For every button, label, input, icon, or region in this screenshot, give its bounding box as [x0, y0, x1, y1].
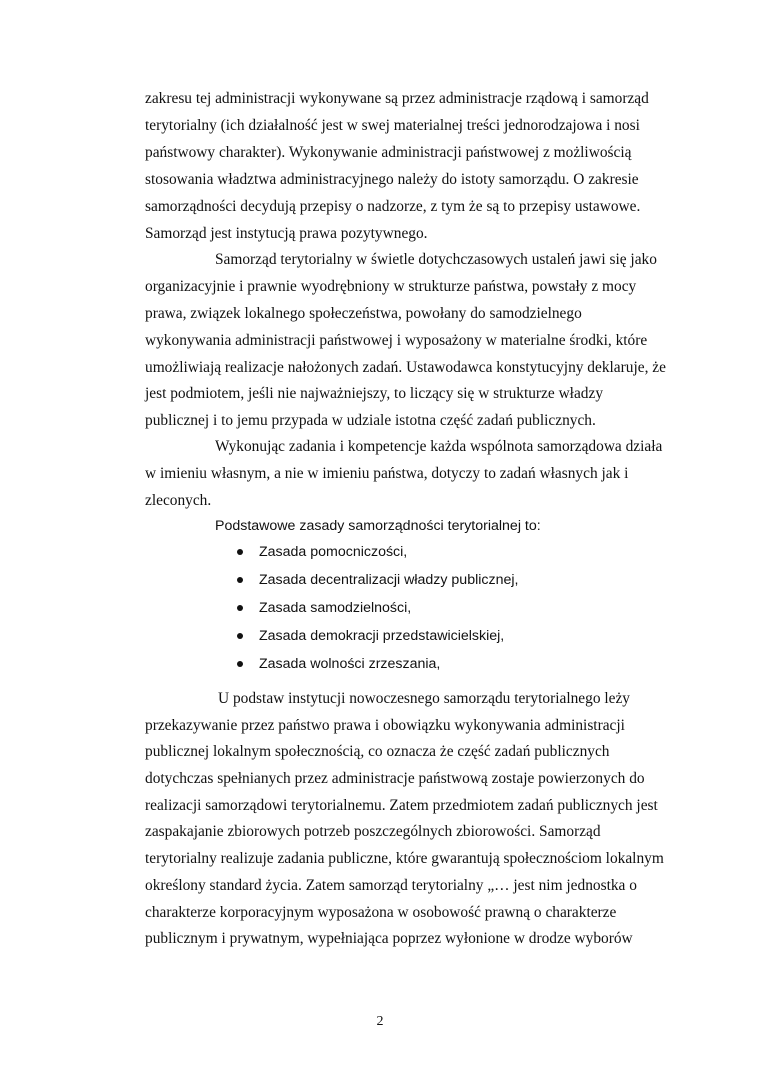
text-line: Samorząd jest instytucją prawa pozytywnego.: [145, 225, 428, 242]
text-line: wykonywania administracji państwowej i wyposażony w materialne środki, które: [145, 332, 648, 349]
text-line: prawa, związek lokalnego społeczeństwa, powołany do samodzielnego: [145, 305, 582, 322]
text-line: dotychczas spełnianych przez administracje państwową zostaje powierzonych do: [145, 770, 645, 787]
list-item-label: Zasada wolności zrzeszania,: [259, 656, 441, 672]
text-line: określony standard życia. Zatem samorząd terytorialny „… jest nim jednostka o: [145, 877, 637, 894]
text-line: publicznej lokalnym społecznością, co oznacza że część zadań publicznych: [145, 743, 610, 760]
bullet-icon: [237, 661, 243, 667]
text-line: w imieniu własnym, a nie w imieniu państwa, dotyczy to zadań własnych jak i: [145, 465, 629, 482]
page-number: 2: [376, 1014, 384, 1029]
list-item-label: Zasada demokracji przedstawicielskiej,: [259, 628, 505, 644]
text-line: Samorząd terytorialny w świetle dotychczasowych ustaleń jawi się jako: [215, 251, 657, 268]
text-line: państwowy charakter). Wykonywanie administracji państwowej z możliwością: [145, 144, 632, 161]
text-line: charakterze korporacyjnym wyposażona w osobowość prawną o charakterze: [145, 904, 617, 921]
list-item-label: Zasada decentralizacji władzy publicznej,: [259, 572, 519, 588]
list-intro: Podstawowe zasady samorządności terytorialnej to:: [215, 518, 541, 534]
text-line: U podstaw instytucji nowoczesnego samorządu terytorialnego leży: [218, 690, 631, 707]
text-line: zakresu tej administracji wykonywane są przez administracje rządową i samorząd: [145, 90, 649, 107]
text-line: przekazywanie przez państwo prawa i obowiązku wykonywania administracji: [145, 717, 625, 734]
text-line: publicznym i prywatnym, wypełniająca poprzez wyłonione w drodze wyborów: [145, 930, 633, 947]
bullet-icon: [237, 577, 243, 583]
text-line: zaspakajanie zbiorowych potrzeb poszczególnych zbiorowości. Samorząd: [145, 823, 601, 840]
text-line: samorządności decydują przepisy o nadzorze, z tym że są to przepisy ustawowe.: [145, 198, 641, 215]
text-line: stosowania władztwa administracyjnego należy do istoty samorządu. O zakresie: [145, 171, 639, 188]
text-line: Wykonując zadania i kompetencje każda wspólnota samorządowa działa: [215, 438, 663, 455]
text-line: terytorialny realizuje zadania publiczne, które gwarantują społecznościom lokalnym: [145, 850, 664, 867]
text-line: organizacyjnie i prawnie wyodrębniony w strukturze państwa, powstały z mocy: [145, 278, 637, 295]
text-line: umożliwiają realizacje nałożonych zadań. Ustawodawca konstytucyjny deklaruje, że: [145, 359, 666, 376]
list-item-label: Zasada pomocniczości,: [259, 544, 408, 560]
text-line: jest podmiotem, jeśli nie najważniejszy, to liczący się w strukturze władzy: [145, 385, 604, 402]
list-item-label: Zasada samodzielności,: [259, 600, 412, 616]
text-line: realizacji samorządowi terytorialnemu. Zatem przedmiotem zadań publicznych jest: [145, 797, 658, 814]
bullet-icon: [237, 633, 243, 639]
bullet-icon: [237, 605, 243, 611]
bullet-icon: [237, 549, 243, 555]
text-line: publicznej i to jemu przypada w udziale istotna część zadań publicznych.: [145, 412, 596, 429]
text-line: terytorialny (ich działalność jest w swej materialnej treści jednorodzajowa i nosi: [145, 117, 640, 134]
text-line: zleconych.: [145, 492, 212, 509]
